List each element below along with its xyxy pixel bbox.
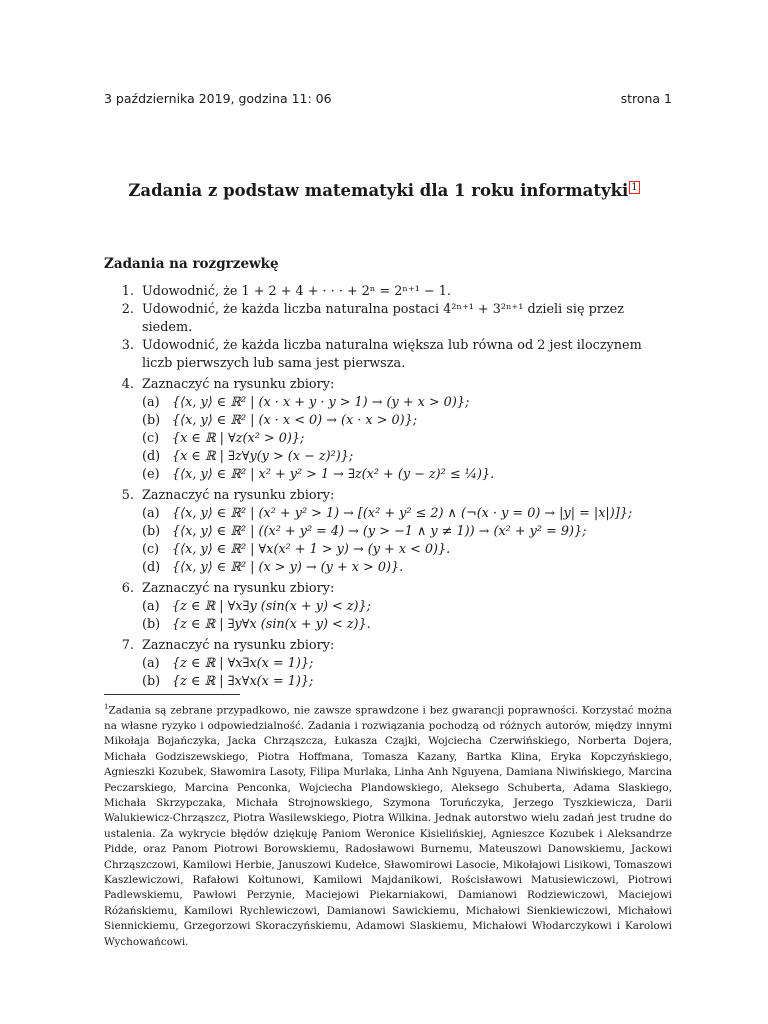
subproblem [142, 616, 674, 634]
footnote-mark: 1 [104, 703, 109, 711]
problem-item [104, 283, 674, 301]
header-date: 3 października 2019, godzina 11: 06 [104, 91, 332, 106]
subproblem-label: (e) [142, 467, 160, 482]
subproblem-label: (c) [142, 542, 160, 557]
subproblem [142, 673, 674, 691]
subproblem-label: (d) [142, 560, 161, 575]
subproblem [142, 412, 674, 430]
subproblem-formula: {z ∈ ℝ | ∃y∀x (sin(x + y) < z)}. [172, 617, 371, 632]
subproblem [142, 655, 674, 673]
subproblem [142, 448, 674, 466]
problem-text: Udowodnić, że 1 + 2 + 4 + · · · + 2ⁿ = 2ⁿ⁺¹ − 1. [142, 284, 451, 299]
subproblem-formula: {z ∈ ℝ | ∃x∀x(x = 1)}; [172, 674, 314, 689]
document-title [0, 181, 768, 200]
problem-item [104, 376, 674, 394]
problem-text: Zaznaczyć na rysunku zbiory: [142, 488, 335, 503]
subproblem-label: (d) [142, 449, 161, 464]
footnote-divider [104, 694, 240, 695]
problem-item [104, 487, 674, 505]
problem-list [104, 283, 674, 691]
problem-number: 1. [121, 284, 134, 299]
subproblem-label: (b) [142, 674, 161, 689]
subproblem-formula: {⟨x, y⟩ ∈ ℝ² | x² + y² > 1 → ∃z(x² + (y − z)² ≤ ¼)}. [172, 467, 495, 482]
problem-item [104, 301, 674, 337]
subproblem-label: (a) [142, 656, 160, 671]
problem-text: Zaznaczyć na rysunku zbiory: [142, 581, 335, 596]
problem-text: Zaznaczyć na rysunku zbiory: [142, 638, 335, 653]
footnote [104, 700, 672, 950]
problem-number: 4. [121, 377, 134, 392]
problem-item [104, 637, 674, 655]
subproblem [142, 394, 674, 412]
subproblem-formula: {⟨x, y⟩ ∈ ℝ² | ((x² + y² = 4) → (y > −1 ∧ y ≠ 1)) → (x² + y² = 9)}; [172, 524, 587, 539]
subproblem-formula: {⟨x, y⟩ ∈ ℝ² | (x · x + y · y > 1) → (y + x > 0)}; [172, 395, 470, 410]
subproblem-label: (b) [142, 524, 161, 539]
subproblem-formula: {x ∈ ℝ | ∃z∀y(y > (x − z)²)}; [172, 449, 354, 464]
problem-number: 5. [121, 488, 134, 503]
subproblem-formula: {z ∈ ℝ | ∀x∃x(x = 1)}; [172, 656, 314, 671]
header-page-number: strona 1 [620, 91, 672, 106]
problem-number: 6. [121, 581, 134, 596]
subproblem [142, 430, 674, 448]
subproblem-formula: {⟨x, y⟩ ∈ ℝ² | (x · x < 0) → (x · x > 0)}; [172, 413, 418, 428]
subproblem-formula: {⟨x, y⟩ ∈ ℝ² | (x > y) → (y + x > 0)}. [172, 560, 404, 575]
subproblem-label: (c) [142, 431, 160, 446]
title-text: Zadania z podstaw matematyki dla 1 roku informatyki [128, 181, 629, 200]
subproblem-label: (b) [142, 617, 161, 632]
problem-text: Udowodnić, że każda liczba naturalna postaci 4²ⁿ⁺¹ + 3²ⁿ⁺¹ dzieli się przez siedem. [142, 302, 624, 335]
footnote-link[interactable]: 1 [631, 181, 638, 193]
problem-item [104, 337, 674, 373]
problem-number: 3. [121, 338, 134, 353]
subproblem-label: (b) [142, 413, 161, 428]
subproblem-formula: {x ∈ ℝ | ∀z(x² > 0)}; [172, 431, 305, 446]
subproblem [142, 598, 674, 616]
subproblem [142, 523, 674, 541]
subproblem-formula: {⟨x, y⟩ ∈ ℝ² | (x² + y² > 1) → [(x² + y² ≤ 2) ∧ (¬(x · y = 0) → |y| = |x|)]}; [172, 506, 633, 521]
subproblem-label: (a) [142, 599, 160, 614]
problem-text: Zaznaczyć na rysunku zbiory: [142, 377, 335, 392]
subproblem [142, 505, 674, 523]
problem-item [104, 580, 674, 598]
subproblem [142, 466, 674, 484]
footnote-text: Zadania są zebrane przypadkowo, nie zawsze sprawdzone i bez gwarancji poprawności. Korzystać można na własne ryzyko i odpowiedzialność. Zadania i rozwiązania pochodzą od różnych autorów, między innymi Mikołaja Bojańczyka, Jacka Chrząszcza, Łukasza Czajki, Wojciecha Czerwińskiego, Norberta Dojera, Michała Godziszewskiego, Piotra Hoffmana, Tomasza Kazany, Bartka Klina, Eryka Kopczyńskiego, Agnieszki Kozubek, Sławomira Lasoty, Filipa Murlaka, Linha Anh Nguyena, Damiana Niwińskiego, Marcina Peczarskiego, Marcina Penconka, Wojciecha Plandowskiego, Aleksego Schuberta, Adama Slaskiego, Michała Skrzypczaka, Michała Strojnowskiego, Szymona Toruńczyka, Jerzego Tyszkiewicza, Darii Walukiewicz-Chrząszcz, Piotra Wasilewskiego, Piotra Wilkina. Jednak autorstwo wielu zadań jest trudne do ustalenia. Za wykrycie błędów dziękuję Paniom Weronice Kisielińskiej, Agnieszce Kozubek i Aleksandrze Pidde, oraz Panom Piotrowi Borowskiemu, Radosławowi Burnemu, Mateuszowi Danowskiemu, Jackowi Chrząszczowi, Kamilowi Herbie, Januszowi Kudełce, Sławomirowi Lasocie, Mikołajowi Lisikowi, Tomaszowi Kaszlewiczowi, Rafałowi Kołtunowi, Kamilowi Majdanikowi, Rościsławowi Matusiewiczowi, Piotrowi Padlewskiemu, Pawłowi Perzynie, Maciejowi Piekarniakowi, Damianowi Rodziewiczowi, Maciejowi Różańskiemu, Kamilowi Rychlewiczowi, Damianowi Sawickiemu, Michałowi Sienkiewiczowi, Michałowi Siennickiemu, Grzegorzowi Skoraczyńskiemu, Adamowi Slaskiemu, Michałowi Włodarczykowi i Karolowi Wychowańcowi. [104, 704, 672, 948]
subproblem-label: (a) [142, 506, 160, 521]
subproblem-formula: {⟨x, y⟩ ∈ ℝ² | ∀x(x² + 1 > y) → (y + x < 0)}. [172, 542, 451, 557]
section-heading: Zadania na rozgrzewkę [104, 256, 279, 272]
subproblem-formula: {z ∈ ℝ | ∀x∃y (sin(x + y) < z)}; [172, 599, 371, 614]
problem-number: 7. [121, 638, 134, 653]
problem-text: Udowodnić, że każda liczba naturalna większa lub równa od 2 jest iloczynem liczb pierwszych lub sama jest pierwsza. [142, 338, 642, 371]
subproblem [142, 559, 674, 577]
subproblem-label: (a) [142, 395, 160, 410]
subproblem [142, 541, 674, 559]
problem-number: 2. [121, 302, 134, 317]
